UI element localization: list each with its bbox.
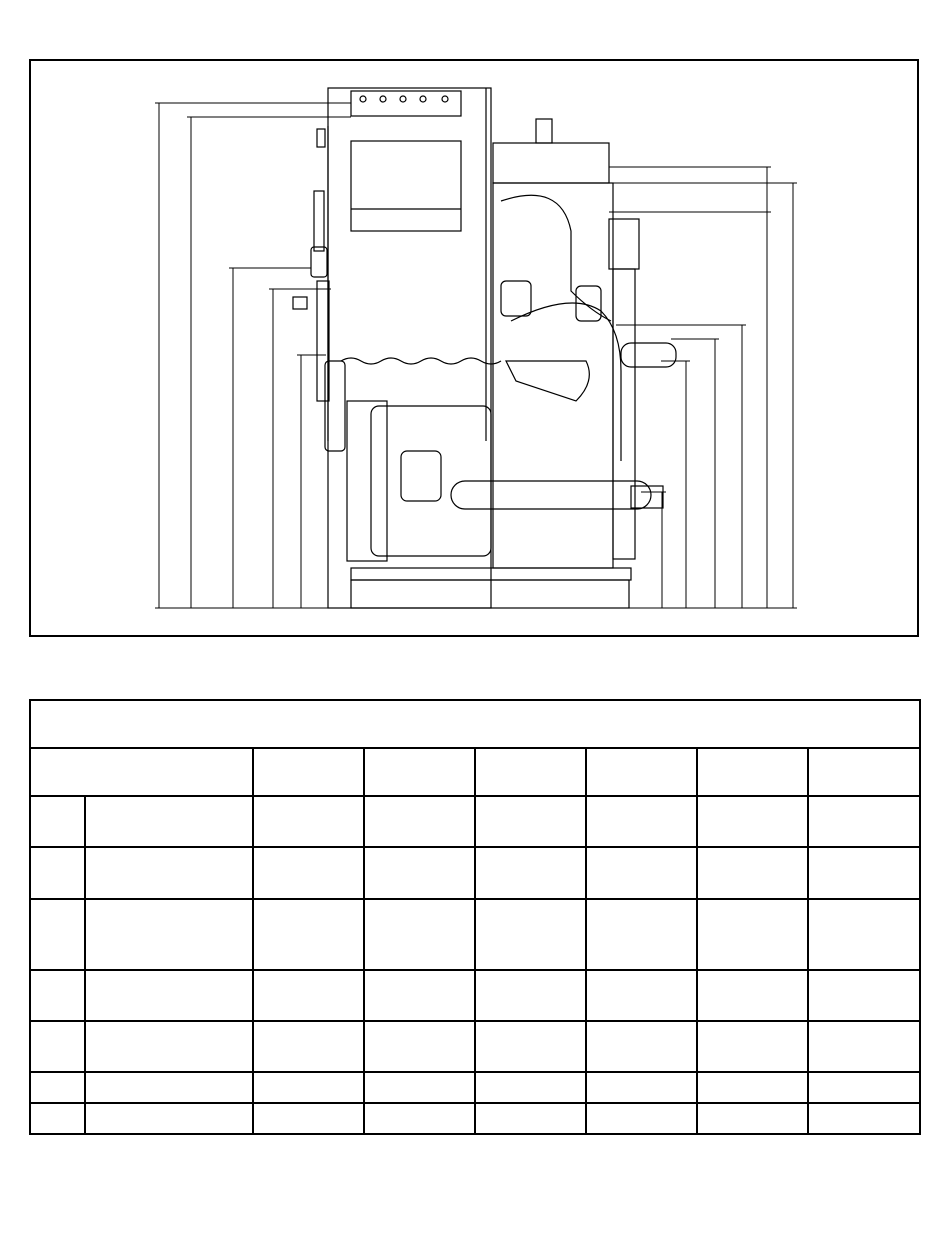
table-cell xyxy=(253,899,364,970)
header-cell xyxy=(808,748,920,796)
row-label xyxy=(85,847,253,899)
table-row xyxy=(30,899,920,970)
table-cell xyxy=(697,899,808,970)
table-row xyxy=(30,970,920,1021)
table-cell xyxy=(697,970,808,1021)
row-key xyxy=(30,796,85,847)
table-cell xyxy=(364,970,475,1021)
table-cell xyxy=(253,796,364,847)
table-cell xyxy=(475,1103,586,1134)
row-key xyxy=(30,1021,85,1072)
header-cell xyxy=(475,748,586,796)
table-title xyxy=(30,700,920,748)
table-cell xyxy=(475,1072,586,1103)
table-cell xyxy=(697,847,808,899)
table-row xyxy=(30,796,920,847)
right-side-equipment xyxy=(401,119,676,568)
table-cell xyxy=(586,1072,697,1103)
table-cell xyxy=(253,970,364,1021)
table-cell xyxy=(475,796,586,847)
header-cell xyxy=(253,748,364,796)
table-cell xyxy=(808,899,920,970)
table-cell xyxy=(808,970,920,1021)
table-header-row xyxy=(30,748,920,796)
header-cell xyxy=(586,748,697,796)
row-label xyxy=(85,1021,253,1072)
row-label xyxy=(85,1103,253,1134)
header-cell-label xyxy=(30,748,253,796)
table-cell xyxy=(475,899,586,970)
table-cell xyxy=(808,796,920,847)
table-cell xyxy=(808,847,920,899)
table-cell xyxy=(586,899,697,970)
dimension-table xyxy=(29,699,921,1135)
table-cell xyxy=(364,1103,475,1134)
row-key xyxy=(30,899,85,970)
left-dimension-lines xyxy=(155,103,351,608)
header-cell xyxy=(364,748,475,796)
table-cell xyxy=(808,1072,920,1103)
right-dimension-lines xyxy=(609,167,797,608)
row-key xyxy=(30,1103,85,1134)
table-row xyxy=(30,1103,920,1134)
table-cell xyxy=(253,1021,364,1072)
table-cell xyxy=(808,1021,920,1072)
table-cell xyxy=(586,796,697,847)
table-cell xyxy=(697,1072,808,1103)
table-row xyxy=(30,1021,920,1072)
table-cell xyxy=(253,1103,364,1134)
drawing-frame xyxy=(29,59,919,637)
table-cell xyxy=(253,1072,364,1103)
row-key xyxy=(30,1072,85,1103)
table-cell xyxy=(586,1103,697,1134)
row-key xyxy=(30,970,85,1021)
row-label xyxy=(85,899,253,970)
table-cell xyxy=(475,847,586,899)
boiler-side-elevation-drawing xyxy=(31,61,921,639)
table-cell xyxy=(475,970,586,1021)
table-cell xyxy=(586,970,697,1021)
header-cell xyxy=(697,748,808,796)
boiler-cabinet xyxy=(328,88,631,608)
row-key xyxy=(30,847,85,899)
row-label xyxy=(85,1072,253,1103)
table-cell xyxy=(364,796,475,847)
table-cell xyxy=(364,899,475,970)
row-label xyxy=(85,970,253,1021)
table-cell xyxy=(586,1021,697,1072)
table-cell xyxy=(697,1021,808,1072)
table-cell xyxy=(697,796,808,847)
table-cell xyxy=(364,847,475,899)
table-cell xyxy=(364,1072,475,1103)
table-cell xyxy=(697,1103,808,1134)
row-label xyxy=(85,796,253,847)
table-cell xyxy=(253,847,364,899)
table-cell xyxy=(364,1021,475,1072)
table-title-row xyxy=(30,700,920,748)
table-row xyxy=(30,847,920,899)
table-cell xyxy=(475,1021,586,1072)
table-row xyxy=(30,1072,920,1103)
table-cell xyxy=(808,1103,920,1134)
table-cell xyxy=(586,847,697,899)
